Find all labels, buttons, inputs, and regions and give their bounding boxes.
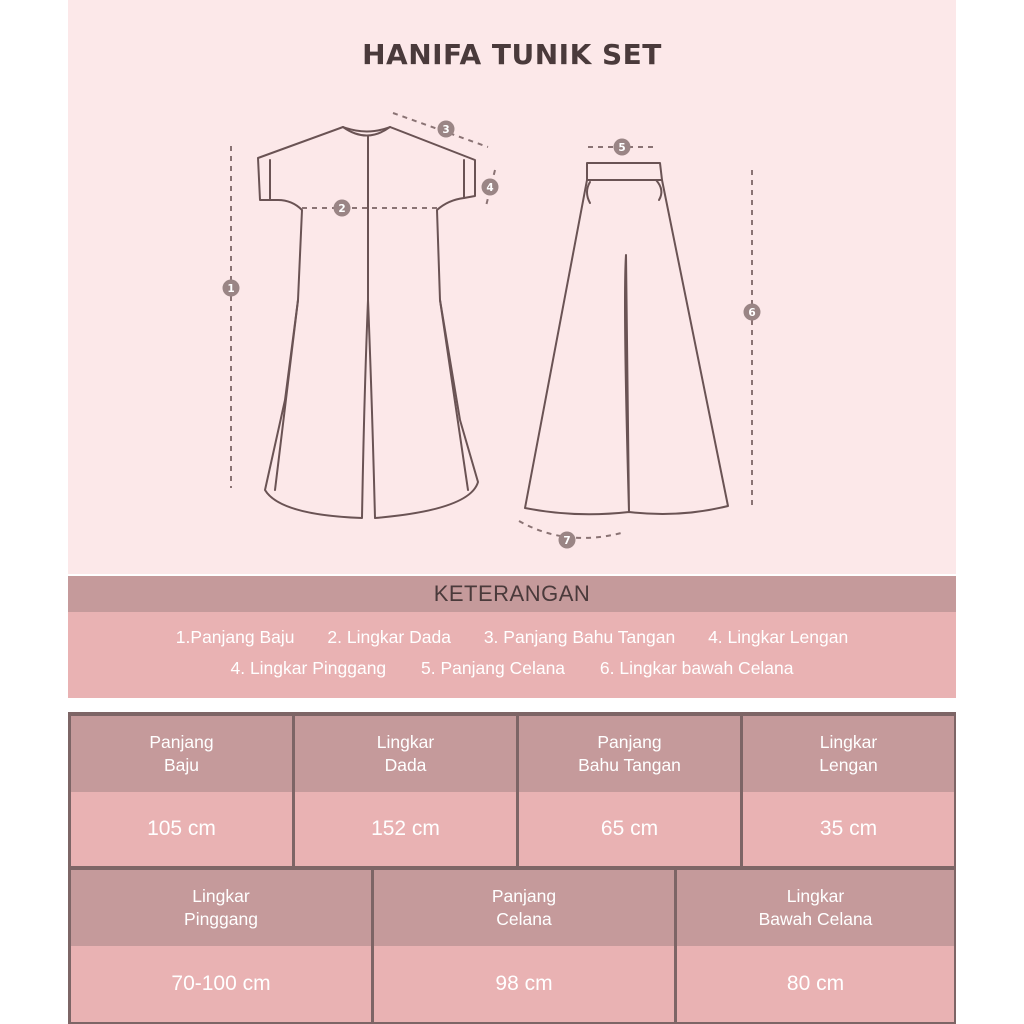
tunic-side-fold-left (275, 300, 298, 490)
value-cell-panjang-baju: 105 cm (71, 792, 292, 866)
pants-outline (525, 180, 728, 514)
keterangan-heading: KETERANGAN (68, 576, 956, 612)
marker-3 (438, 121, 455, 138)
legend-row-1 (68, 627, 956, 648)
legend-item: 6. Lingkar bawah Celana (599, 658, 794, 678)
markers (223, 121, 761, 549)
legend-item: 4. Lingkar Pinggang (230, 658, 387, 678)
header-cell-panjang-celana: Panjang Celana (374, 870, 674, 946)
marker-6-label: 6 (748, 307, 756, 319)
legend-item: 1.Panjang Baju (175, 627, 295, 647)
pants-pocket-right (656, 180, 661, 200)
header-cell-lingkar-pinggang: Lingkar Pinggang (71, 870, 371, 946)
value-cell-lingkar-dada: 152 cm (295, 792, 516, 866)
legend-item: 3. Panjang Bahu Tangan (483, 627, 676, 647)
marker-5 (614, 139, 631, 156)
header-cell-lingkar-dada: Lingkar Dada (295, 716, 516, 792)
pants-waistband (587, 163, 662, 180)
value-cell-lingkar-pinggang: 70-100 cm (71, 946, 371, 1022)
legend-row-2 (68, 658, 956, 679)
keterangan-legend (68, 612, 956, 698)
marker-7 (559, 532, 576, 549)
marker-1-label: 1 (227, 283, 235, 295)
page-title: HANIFA TUNIK SET (362, 38, 662, 71)
value-cell-lingkar-bawah-celana: 80 cm (677, 946, 954, 1022)
header-cell-panjang-baju: Panjang Baju (71, 716, 292, 792)
marker-6 (744, 304, 761, 321)
marker-4-label: 4 (486, 182, 494, 194)
pants-pocket-left (587, 182, 590, 203)
marker-2-label: 2 (338, 203, 346, 215)
marker-5-label: 5 (618, 142, 626, 154)
value-cell-panjang-celana: 98 cm (374, 946, 674, 1022)
header-cell-lingkar-lengan: Lingkar Lengan (743, 716, 954, 792)
legend-item: 5. Panjang Celana (421, 658, 566, 678)
marker-1 (223, 280, 240, 297)
legend-item: 4. Lingkar Lengan (708, 627, 849, 647)
header-cell-lingkar-bawah-celana: Lingkar Bawah Celana (677, 870, 954, 946)
tunic-side-fold-right (440, 300, 468, 490)
value-cell-lingkar-lengan: 35 cm (743, 792, 954, 866)
marker-4 (482, 179, 499, 196)
value-cell-panjang-bahu-tangan: 65 cm (519, 792, 740, 866)
marker-7-label: 7 (563, 535, 571, 547)
marker-3-label: 3 (442, 124, 450, 136)
marker-2 (334, 200, 351, 217)
legend-item: 2. Lingkar Dada (327, 627, 451, 647)
header-cell-panjang-bahu-tangan: Panjang Bahu Tangan (519, 716, 740, 792)
